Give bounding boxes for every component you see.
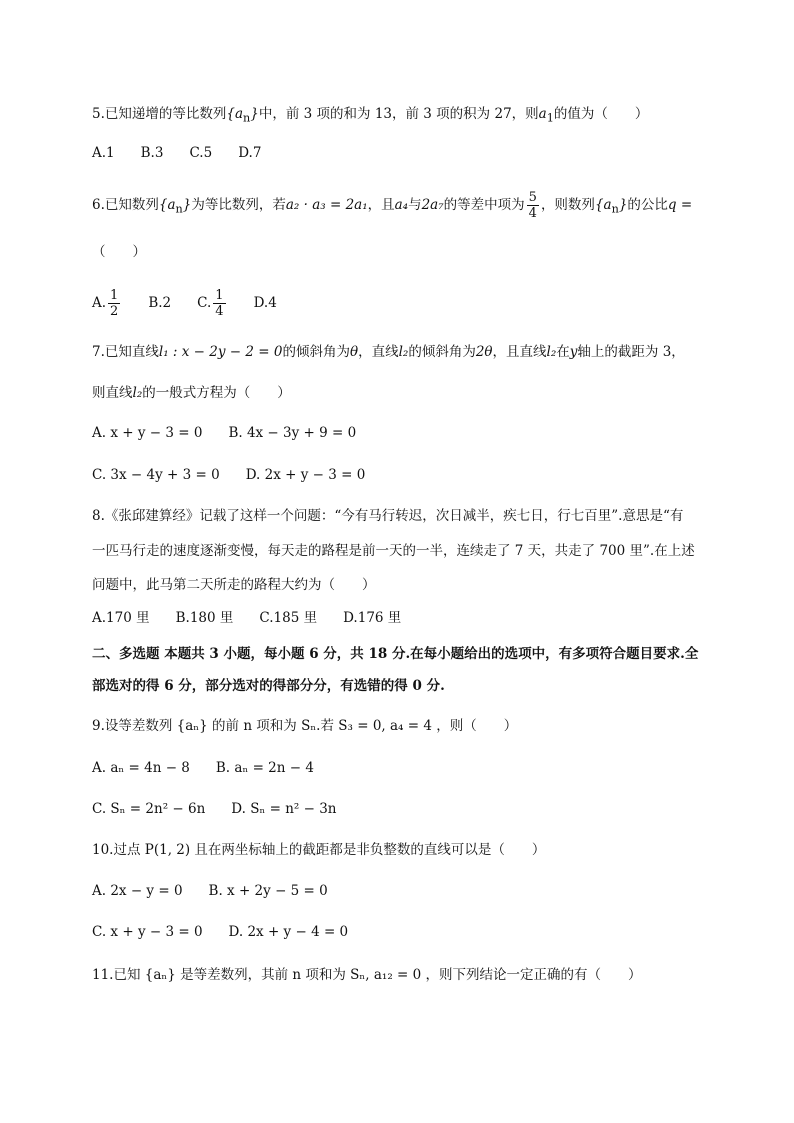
q6-seq2-sub: n: [611, 202, 619, 216]
q10-stem: 10.过点 P(1, 2) 且在两坐标轴上的截距都是非负整数的直线可以是（ ）: [92, 842, 546, 858]
q7-text-4: 的倾斜角为: [408, 344, 476, 360]
q9-options-row2: [92, 799, 363, 819]
q6-condition: a₂ · a₃ = 2a₁: [285, 197, 368, 213]
q7-text-2: 的倾斜角为: [282, 344, 350, 360]
q7-options-row1: [92, 423, 382, 443]
q9-stem: 9.设等差数列 {aₙ} 的前 n 项和为 Sₙ.若 S₃ = 0, a₄ = 4 ，则（ ）: [92, 718, 518, 734]
q7-text-9: 的一般式方程为（ ）: [142, 385, 291, 401]
q6-a4: a₄: [394, 197, 409, 213]
q6-opt-c-frac: [213, 288, 225, 319]
q6-option-b[interactable]: B.2: [148, 295, 172, 311]
q6-fraction: [527, 190, 539, 221]
q5-option-a[interactable]: A.1: [92, 145, 115, 161]
q5-text-2: 中，前 3 项的和为 13，前 3 项的积为 27，则: [258, 106, 539, 122]
q9-option-b[interactable]: B. aₙ = 2n − 4: [215, 760, 314, 776]
q6-seq-close: }: [182, 197, 192, 213]
q5-seq-sub: n: [243, 111, 251, 125]
q6-text-3: ，且: [367, 197, 395, 213]
q7-l2-c: l₂: [132, 385, 143, 401]
q6-option-c[interactable]: [197, 288, 227, 319]
q6-text-7: 的公比: [627, 197, 668, 213]
q8-option-a[interactable]: A.170 里: [92, 610, 150, 626]
q6-opt-a-label: A.: [92, 295, 107, 311]
q7-y: y: [569, 344, 578, 360]
q6-paren: （ ）: [92, 244, 146, 260]
q7-stem-line1: [92, 342, 685, 362]
q7-l2: l₂: [398, 344, 409, 360]
q6-opt-c-den: 4: [215, 304, 224, 319]
q10-option-c[interactable]: C. x + y − 3 = 0: [92, 924, 203, 940]
q5-option-c[interactable]: C.5: [189, 145, 213, 161]
q5-a1-sub: 1: [546, 111, 554, 125]
q10-option-a[interactable]: A. 2x − y = 0: [92, 883, 183, 899]
q10-options-row2: [92, 922, 374, 942]
q6-options: [92, 288, 303, 319]
q5-option-d[interactable]: D.7: [238, 145, 262, 161]
q6-opt-a-num: 1: [110, 288, 119, 303]
q7-text-7: 轴上的截距为 3，: [577, 344, 685, 360]
q6-q: q =: [667, 197, 693, 213]
q8-stem-line2: 一匹马行走的速度逐渐变慢，每天走的路程是前一天的一半，连续走了 7 天，共走了 700 里”.在上述: [92, 543, 695, 559]
q7-l1: l₁ : x − 2y − 2 = 0: [158, 344, 283, 360]
q5-a1: a: [538, 106, 547, 122]
q7-stem-line2: [92, 383, 291, 403]
q11-stem: 11.已知 {aₙ} 是等差数列，其前 n 项和为 Sₙ, a₁₂ = 0 ，则下列结论一定正确的有（ ）: [92, 967, 642, 983]
q7-option-d[interactable]: D. 2x + y − 3 = 0: [245, 467, 366, 483]
q5-text-3: 的值为（ ）: [553, 106, 649, 122]
q9-option-d[interactable]: D. Sₙ = n² − 3n: [231, 801, 337, 817]
q6-text-4: 与: [408, 197, 422, 213]
q10-option-d[interactable]: D. 2x + y − 4 = 0: [228, 924, 349, 940]
q10-options-row1: [92, 881, 354, 901]
q8-stem-line3: 问题中，此马第二天所走的路程大约为（ ）: [92, 577, 376, 593]
q7-two-theta: 2θ: [475, 344, 493, 360]
q6-frac-num: 5: [528, 190, 537, 205]
q6-opt-c-label: C.: [197, 295, 212, 311]
q7-option-c[interactable]: C. 3x − 4y + 3 = 0: [92, 467, 220, 483]
q6-frac-den: 4: [528, 206, 537, 221]
q7-l2-b: l₂: [546, 344, 557, 360]
q7-option-b[interactable]: B. 4x − 3y + 9 = 0: [228, 425, 357, 441]
section2-heading-line1: 二、多选题 本题共 3 小题，每小题 6 分，共 18 分.在每小题给出的选项中，有多项符合题目要求.全: [92, 646, 699, 662]
q6-text-2: 为等比数列，若: [191, 197, 286, 213]
q6-seq2: {a: [594, 197, 612, 213]
q6-text: 6.已知数列: [92, 197, 159, 213]
q5-text: 5.已知递增的等比数列: [92, 106, 227, 122]
q6-text-6: ，则数列: [540, 197, 595, 213]
q6-text-5: 的等差中项为: [443, 197, 525, 213]
q8-stem-line1: 8.《张邱建算经》记载了这样一个问题：“今有马行转迟，次日减半，疾七日，行七百里”.意思是“有: [92, 508, 684, 524]
q6-seq2-close: }: [618, 197, 628, 213]
q9-options-row1: [92, 758, 340, 778]
q7-text-8: 则直线: [92, 385, 133, 401]
q6-option-d[interactable]: D.4: [253, 295, 277, 311]
q5-options: [92, 143, 287, 163]
q7-option-a[interactable]: A. x + y − 3 = 0: [92, 425, 203, 441]
q9-option-c[interactable]: C. Sₙ = 2n² − 6n: [92, 801, 206, 817]
q7-text: 7.已知直线: [92, 344, 159, 360]
q6-opt-a-frac: [108, 288, 120, 319]
q6-option-a[interactable]: [92, 288, 122, 319]
q7-text-5: ，且直线: [492, 344, 547, 360]
q6-opt-a-den: 2: [110, 304, 119, 319]
q8-option-b[interactable]: B.180 里: [175, 610, 234, 626]
section2-heading-line2: 部选对的得 6 分，部分选对的得部分分，有选错的得 0 分.: [92, 678, 445, 694]
q5-option-b[interactable]: B.3: [140, 145, 164, 161]
q6-seq: {a: [158, 197, 176, 213]
q8-option-c[interactable]: C.185 里: [259, 610, 318, 626]
q7-text-6: 在: [556, 344, 570, 360]
q7-theta: θ: [349, 344, 359, 360]
q6-opt-c-num: 1: [215, 288, 224, 303]
q6-stem: [92, 190, 692, 221]
q5-seq-close: }: [250, 106, 259, 122]
q10-option-b[interactable]: B. x + 2y − 5 = 0: [208, 883, 328, 899]
q6-seq-sub: n: [175, 202, 183, 216]
q7-text-3: ，直线: [358, 344, 399, 360]
q8-option-d[interactable]: D.176 里: [343, 610, 402, 626]
q5-seq: {a: [226, 106, 244, 122]
q8-options: [92, 608, 427, 628]
q5-stem: [92, 104, 648, 129]
q6-a7: 2a₇: [421, 197, 444, 213]
q7-options-row2: [92, 465, 391, 485]
q9-option-a[interactable]: A. aₙ = 4n − 8: [92, 760, 190, 776]
